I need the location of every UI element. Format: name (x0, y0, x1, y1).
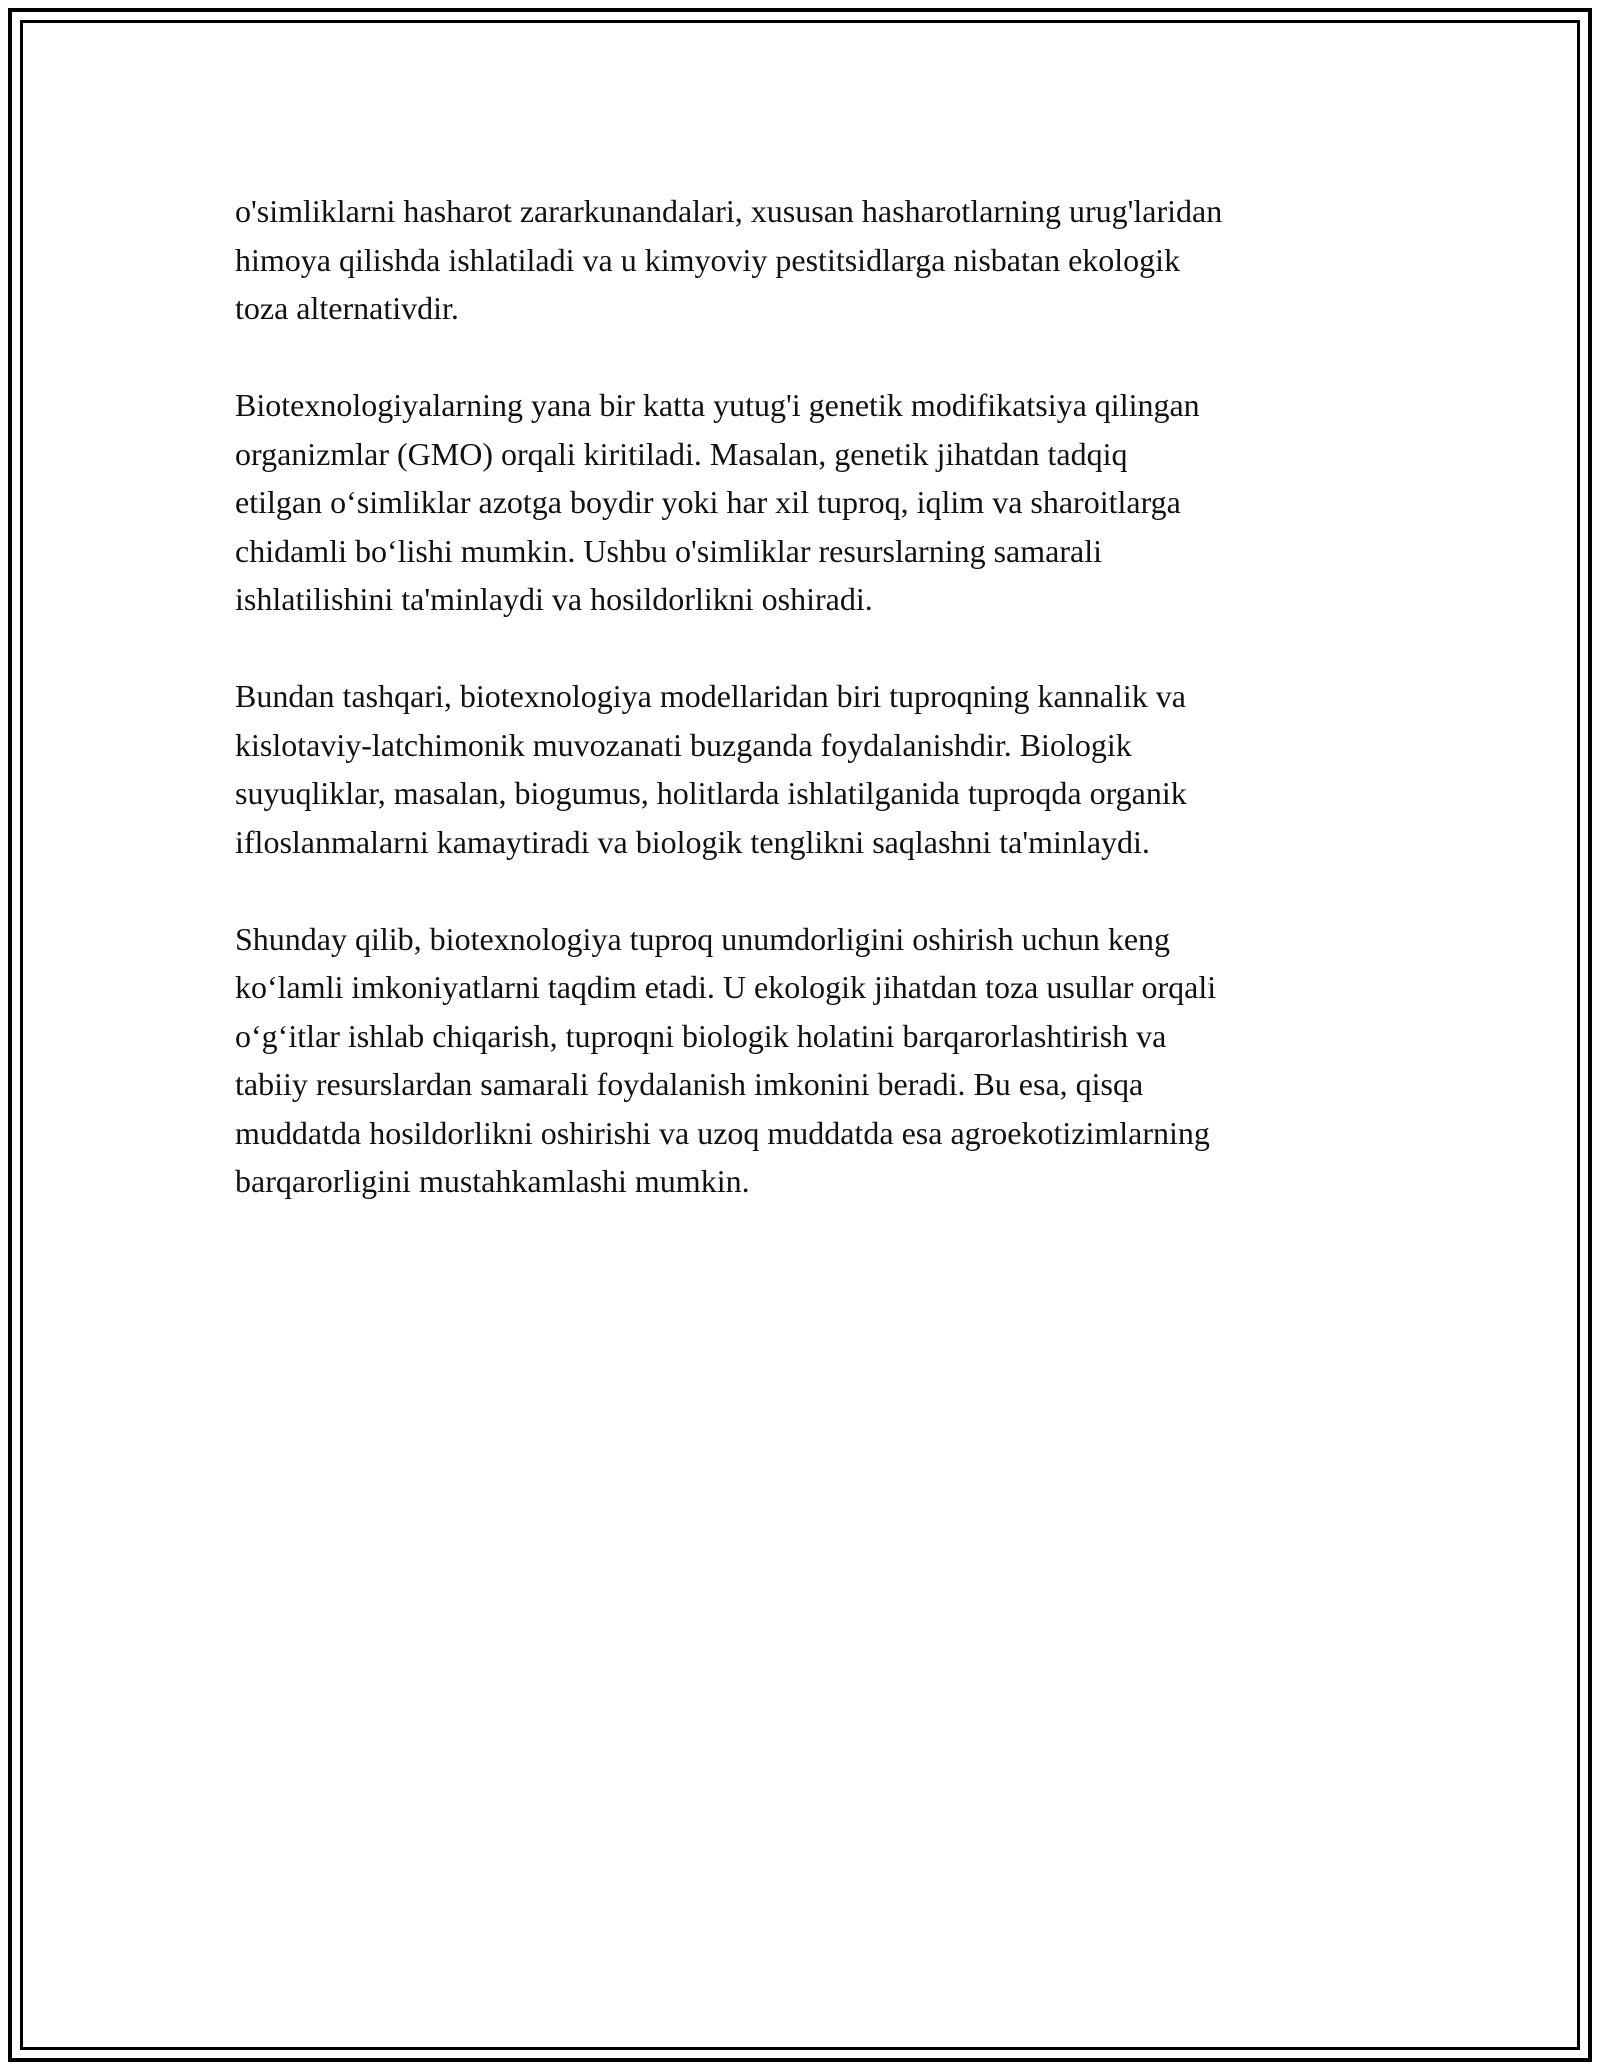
document-body (235, 187, 1380, 1254)
paragraph-2: Biotexnologiyalarning yana bir katta yutug'i genetik modifikatsiya qilingan organizmlar (GMO) orqali kiritiladi. Masalan, genetik jihatdan tadqiq etilgan o‘simliklar azotga boydir yoki har xil tuproq, iqlim va sharoitlarga chidamli bo‘lishi mumkin. Ushbu o'simliklar resurslarning samarali ishlatilishini ta'minlaydi va hosildorlikni oshiradi. (235, 387, 1200, 617)
paragraph-3: Bundan tashqari, biotexnologiya modellaridan biri tuproqning kannalik va kislotaviy-latchimonik muvozanati buzganda foydalanishdir. Biologik suyuqliklar, masalan, biogumus, holitlarda ishlatilganida tuproqda organik ifloslanmalarni kamaytiradi va biologik tenglikni saqlashni ta'minlaydi. (235, 678, 1187, 860)
paragraph-1: o'simliklarni hasharot zararkunandalari, xususan hasharotlarning urug'laridan himoya qilishda ishlatiladi va u kimyoviy pestitsidlarga nisbatan ekologik toza alternativdir. (235, 193, 1223, 326)
paragraph-4: Shunday qilib, biotexnologiya tuproq unumdorligini oshirish uchun keng ko‘lamli imkoniyatlarni taqdim etadi. U ekologik jihatdan toza usullar orqali o‘g‘itlar ishlab chiqarish, tuproqni biologik holatini barqarorlashtirish va tabiiy resurslardan samarali foydalanish imkonini beradi. Bu esa, qisqa muddatda hosildorlikni oshirishi va uzoq muddatda esa agroekotizimlarning barqarorligini mustahkamlashi mumkin. (235, 920, 1217, 1199)
